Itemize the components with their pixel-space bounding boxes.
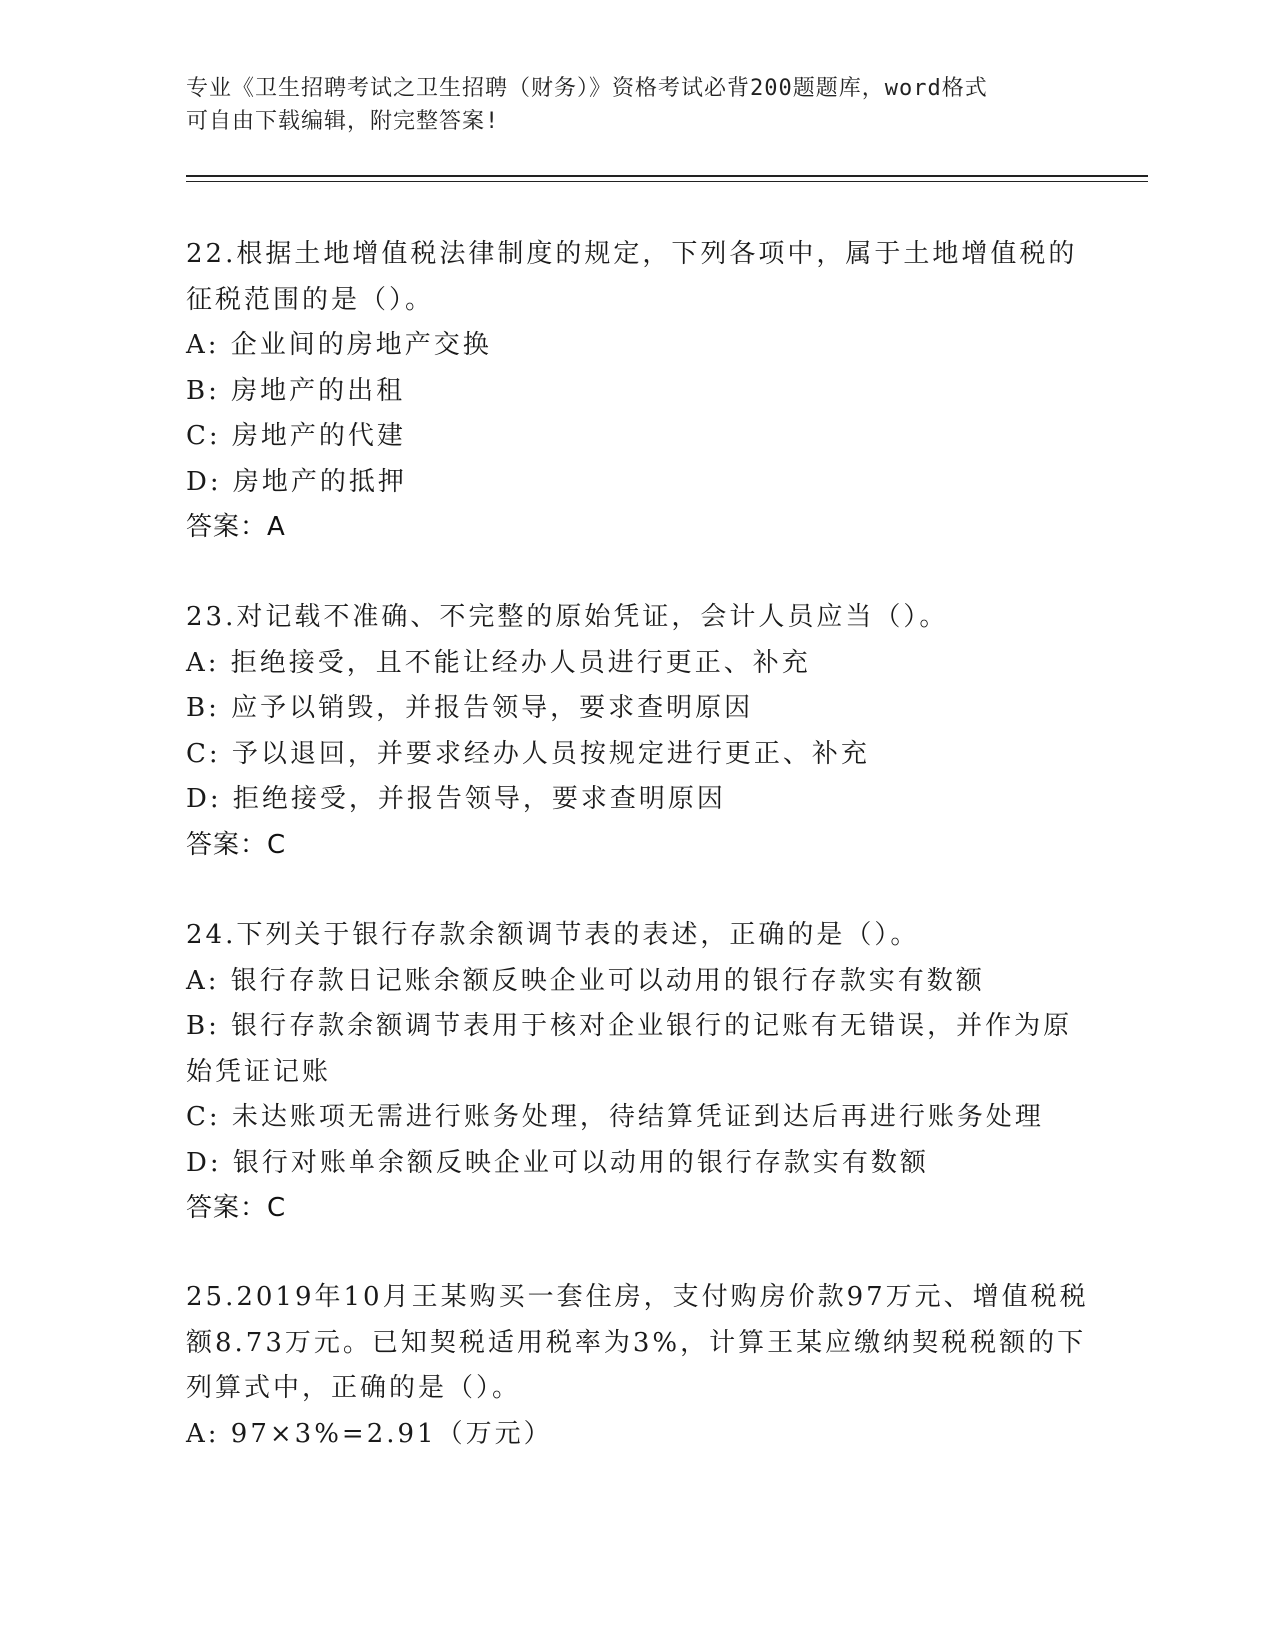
option-d: D: 银行对账单余额反映企业可以动用的银行存款实有数额 <box>186 1147 929 1178</box>
option-b: B: 应予以销毁，并报告领导，要求查明原因 <box>186 693 754 723</box>
question-stem-line: 22.根据土地增值税法律制度的规定，下列各项中，属于土地增值税的 <box>186 239 1078 269</box>
option-b-continued: 始凭证记账 <box>186 1056 332 1087</box>
option-c: C: 房地产的代建 <box>186 421 406 451</box>
option-c: C: 予以退回，并要求经办人员按规定进行更正、补充 <box>186 738 870 769</box>
question-stem-line: 25.2019年10月王某购买一套住房，支付购房价款97万元、增值税税 <box>186 1282 1089 1312</box>
option-b: B: 银行存款余额调节表用于核对企业银行的记账有无错误，并作为原 <box>186 1011 1073 1041</box>
header-line-2: 可自由下载编辑，附完整答案! <box>186 109 500 134</box>
header-line-1: 专业《卫生招聘考试之卫生招聘（财务）》资格考试必背200题题库，word格式 <box>186 76 988 101</box>
answer-label: 答案：C <box>186 829 287 860</box>
question-stem-line: 额8.73万元。已知契税适用税率为3%，计算王某应缴纳契税税额的下 <box>186 1327 1087 1358</box>
option-a: A: 97×3%=2.91（万元） <box>186 1418 553 1449</box>
option-c: C: 未达账项无需进行账务处理，待结算凭证到达后再进行账务处理 <box>186 1102 1044 1132</box>
question-24 <box>186 913 1086 1232</box>
question-stem-line: 23.对记载不准确、不完整的原始凭证，会计人员应当（）。 <box>186 602 949 632</box>
answer-label: 答案：C <box>186 1193 287 1223</box>
header-divider-thin <box>186 181 1148 182</box>
option-a: A: 企业间的房地产交换 <box>186 330 492 360</box>
question-stem-line: 24.下列关于银行存款余额调节表的表述，正确的是（）。 <box>186 920 920 950</box>
document-header <box>186 72 1066 138</box>
option-a: A: 拒绝接受，且不能让经办人员进行更正、补充 <box>186 647 811 678</box>
question-22 <box>186 232 1086 551</box>
answer-label: 答案：A <box>186 512 286 542</box>
header-divider-thick <box>186 175 1148 177</box>
option-a: A: 银行存款日记账余额反映企业可以动用的银行存款实有数额 <box>186 965 985 996</box>
question-stem-line: 征税范围的是（）。 <box>186 284 435 315</box>
question-25 <box>186 1275 1089 1457</box>
question-23 <box>186 595 1086 868</box>
option-d: D: 房地产的抵押 <box>186 466 407 497</box>
option-b: B: 房地产的出租 <box>186 375 406 406</box>
question-stem-line: 列算式中，正确的是（）。 <box>186 1373 522 1403</box>
option-d: D: 拒绝接受，并报告领导，要求查明原因 <box>186 784 726 814</box>
